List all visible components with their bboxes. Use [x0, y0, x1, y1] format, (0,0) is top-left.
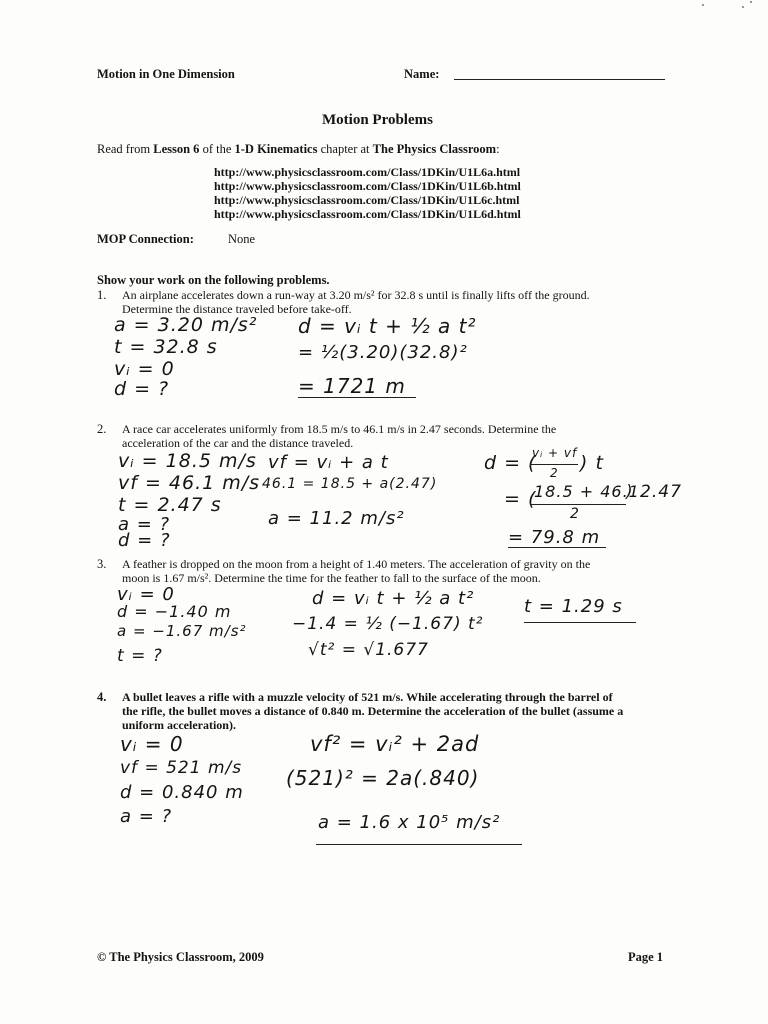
handwritten-equation: vf² = vᵢ² + 2ad: [310, 732, 480, 756]
problem-text: A bullet leaves a rifle with a muzzle velocity of 521 m/s. While accelerating through the barrel of: [122, 690, 613, 704]
handwritten-given: a = −1.67 m/s²: [117, 622, 247, 640]
name-label: Name:: [404, 67, 440, 81]
problem-text: Determine the distance traveled before take-off.: [122, 302, 352, 316]
handwritten-given: d = ?: [118, 530, 171, 551]
scan-speck: [750, 1, 752, 3]
handwritten-given: a = ?: [118, 514, 171, 535]
handwritten-given: vᵢ = 0: [117, 584, 175, 605]
handwritten-answer: a = 1.6 x 10⁵ m/s²: [318, 812, 501, 833]
answer-underline: [524, 622, 636, 623]
handwritten-given: vᵢ = 0: [114, 358, 175, 380]
problem-text: uniform acceleration).: [122, 718, 236, 732]
handwritten-given: a = 3.20 m/s²: [114, 314, 258, 336]
handwritten-given: vf = 46.1 m/s: [118, 472, 261, 494]
problem-number: 2.: [97, 422, 107, 436]
handwritten-equation: ) t: [580, 452, 604, 474]
problem-text: the rifle, the bullet moves a distance of 0.840 m. Determine the acceleration of the bullet (assume a: [122, 704, 624, 718]
handwritten-given: vᵢ = 0: [120, 732, 184, 756]
problem-text: A feather is dropped on the moon from a height of 1.40 meters. The acceleration of gravity on the: [122, 557, 591, 571]
lesson-link[interactable]: http://www.physicsclassroom.com/Class/1DKin/U1L6a.html: [214, 165, 521, 179]
handwritten-answer: t = 1.29 s: [524, 596, 623, 617]
fraction-bar: [530, 464, 578, 465]
problem-number: 4.: [97, 690, 107, 704]
unit-title: Motion in One Dimension: [97, 67, 235, 81]
mop-value: None: [228, 232, 256, 246]
mop-label: MOP Connection:: [97, 232, 194, 246]
handwritten-equation: 46.1 = 18.5 + a(2.47): [262, 476, 438, 492]
handwritten-equation: ) 2.47: [626, 482, 682, 502]
scan-speck: [742, 6, 744, 8]
fraction-bar: [530, 504, 626, 505]
page-title: Motion Problems: [322, 112, 433, 128]
handwritten-equation: d = vᵢ t + ½ a t²: [298, 314, 477, 338]
problem-number: 3.: [97, 557, 107, 571]
handwritten-equation: vf = vᵢ + a t: [268, 452, 389, 473]
handwritten-given: a = ?: [120, 806, 173, 827]
handwritten-equation: = (: [504, 488, 537, 510]
problem-text: A race car accelerates uniformly from 18.5 m/s to 46.1 m/s in 2.47 seconds. Determine the: [122, 422, 557, 436]
copyright: © The Physics Classroom, 2009: [97, 950, 264, 964]
handwritten-equation: a = 11.2 m/s²: [268, 508, 405, 529]
handwritten-given: t = ?: [117, 646, 163, 666]
handwritten-given: d = 0.840 m: [120, 782, 244, 803]
handwritten-equation: √t² = √1.677: [308, 640, 429, 660]
lesson-link[interactable]: http://www.physicsclassroom.com/Class/1DKin/U1L6b.html: [214, 179, 521, 193]
problem-number: 1.: [97, 288, 107, 302]
scan-speck: [702, 4, 704, 6]
handwritten-equation: d = vᵢ t + ½ a t²: [312, 588, 475, 609]
handwritten-equation: = ½(3.20)(32.8)²: [298, 342, 468, 363]
fraction-numerator: vᵢ + vf: [532, 446, 578, 460]
handwritten-equation: −1.4 = ½ (−1.67) t²: [292, 614, 484, 634]
name-field-line: [454, 79, 665, 80]
lesson-links: [214, 165, 521, 221]
handwritten-answer: = 79.8 m: [508, 527, 601, 548]
fraction-denominator: 2: [550, 466, 559, 480]
fraction-numerator: 18.5 + 46.1: [534, 482, 640, 501]
problem-text: acceleration of the car and the distance traveled.: [122, 436, 354, 450]
lesson-link[interactable]: http://www.physicsclassroom.com/Class/1DKin/U1L6c.html: [214, 193, 520, 207]
handwritten-given: vf = 521 m/s: [120, 758, 243, 778]
problem-text: An airplane accelerates down a run-way at 3.20 m/s² for 32.8 s until is finally lifts off the ground.: [122, 288, 590, 302]
answer-underline: [298, 397, 416, 398]
handwritten-answer: = 1721 m: [298, 374, 406, 398]
handwritten-given: d = ?: [114, 378, 170, 400]
handwritten-equation: d = (: [484, 452, 537, 474]
handwritten-equation: (521)² = 2a(.840): [286, 766, 480, 790]
instructions: Show your work on the following problems.: [97, 273, 330, 287]
lesson-link[interactable]: http://www.physicsclassroom.com/Class/1DKin/U1L6d.html: [214, 207, 521, 221]
fraction-denominator: 2: [570, 506, 580, 522]
problem-text: moon is 1.67 m/s². Determine the time for the feather to fall to the surface of the moon.: [122, 571, 541, 585]
handwritten-given: t = 2.47 s: [118, 494, 222, 516]
handwritten-given: vᵢ = 18.5 m/s: [118, 450, 257, 472]
page-number: Page 1: [628, 950, 664, 964]
answer-underline: [316, 844, 522, 845]
answer-underline: [508, 547, 606, 548]
intro-text: Read from Lesson 6 of the 1-D Kinematics chapter at The Physics Classroom:: [97, 142, 500, 156]
handwritten-given: d = −1.40 m: [117, 602, 232, 621]
handwritten-given: t = 32.8 s: [114, 336, 218, 358]
